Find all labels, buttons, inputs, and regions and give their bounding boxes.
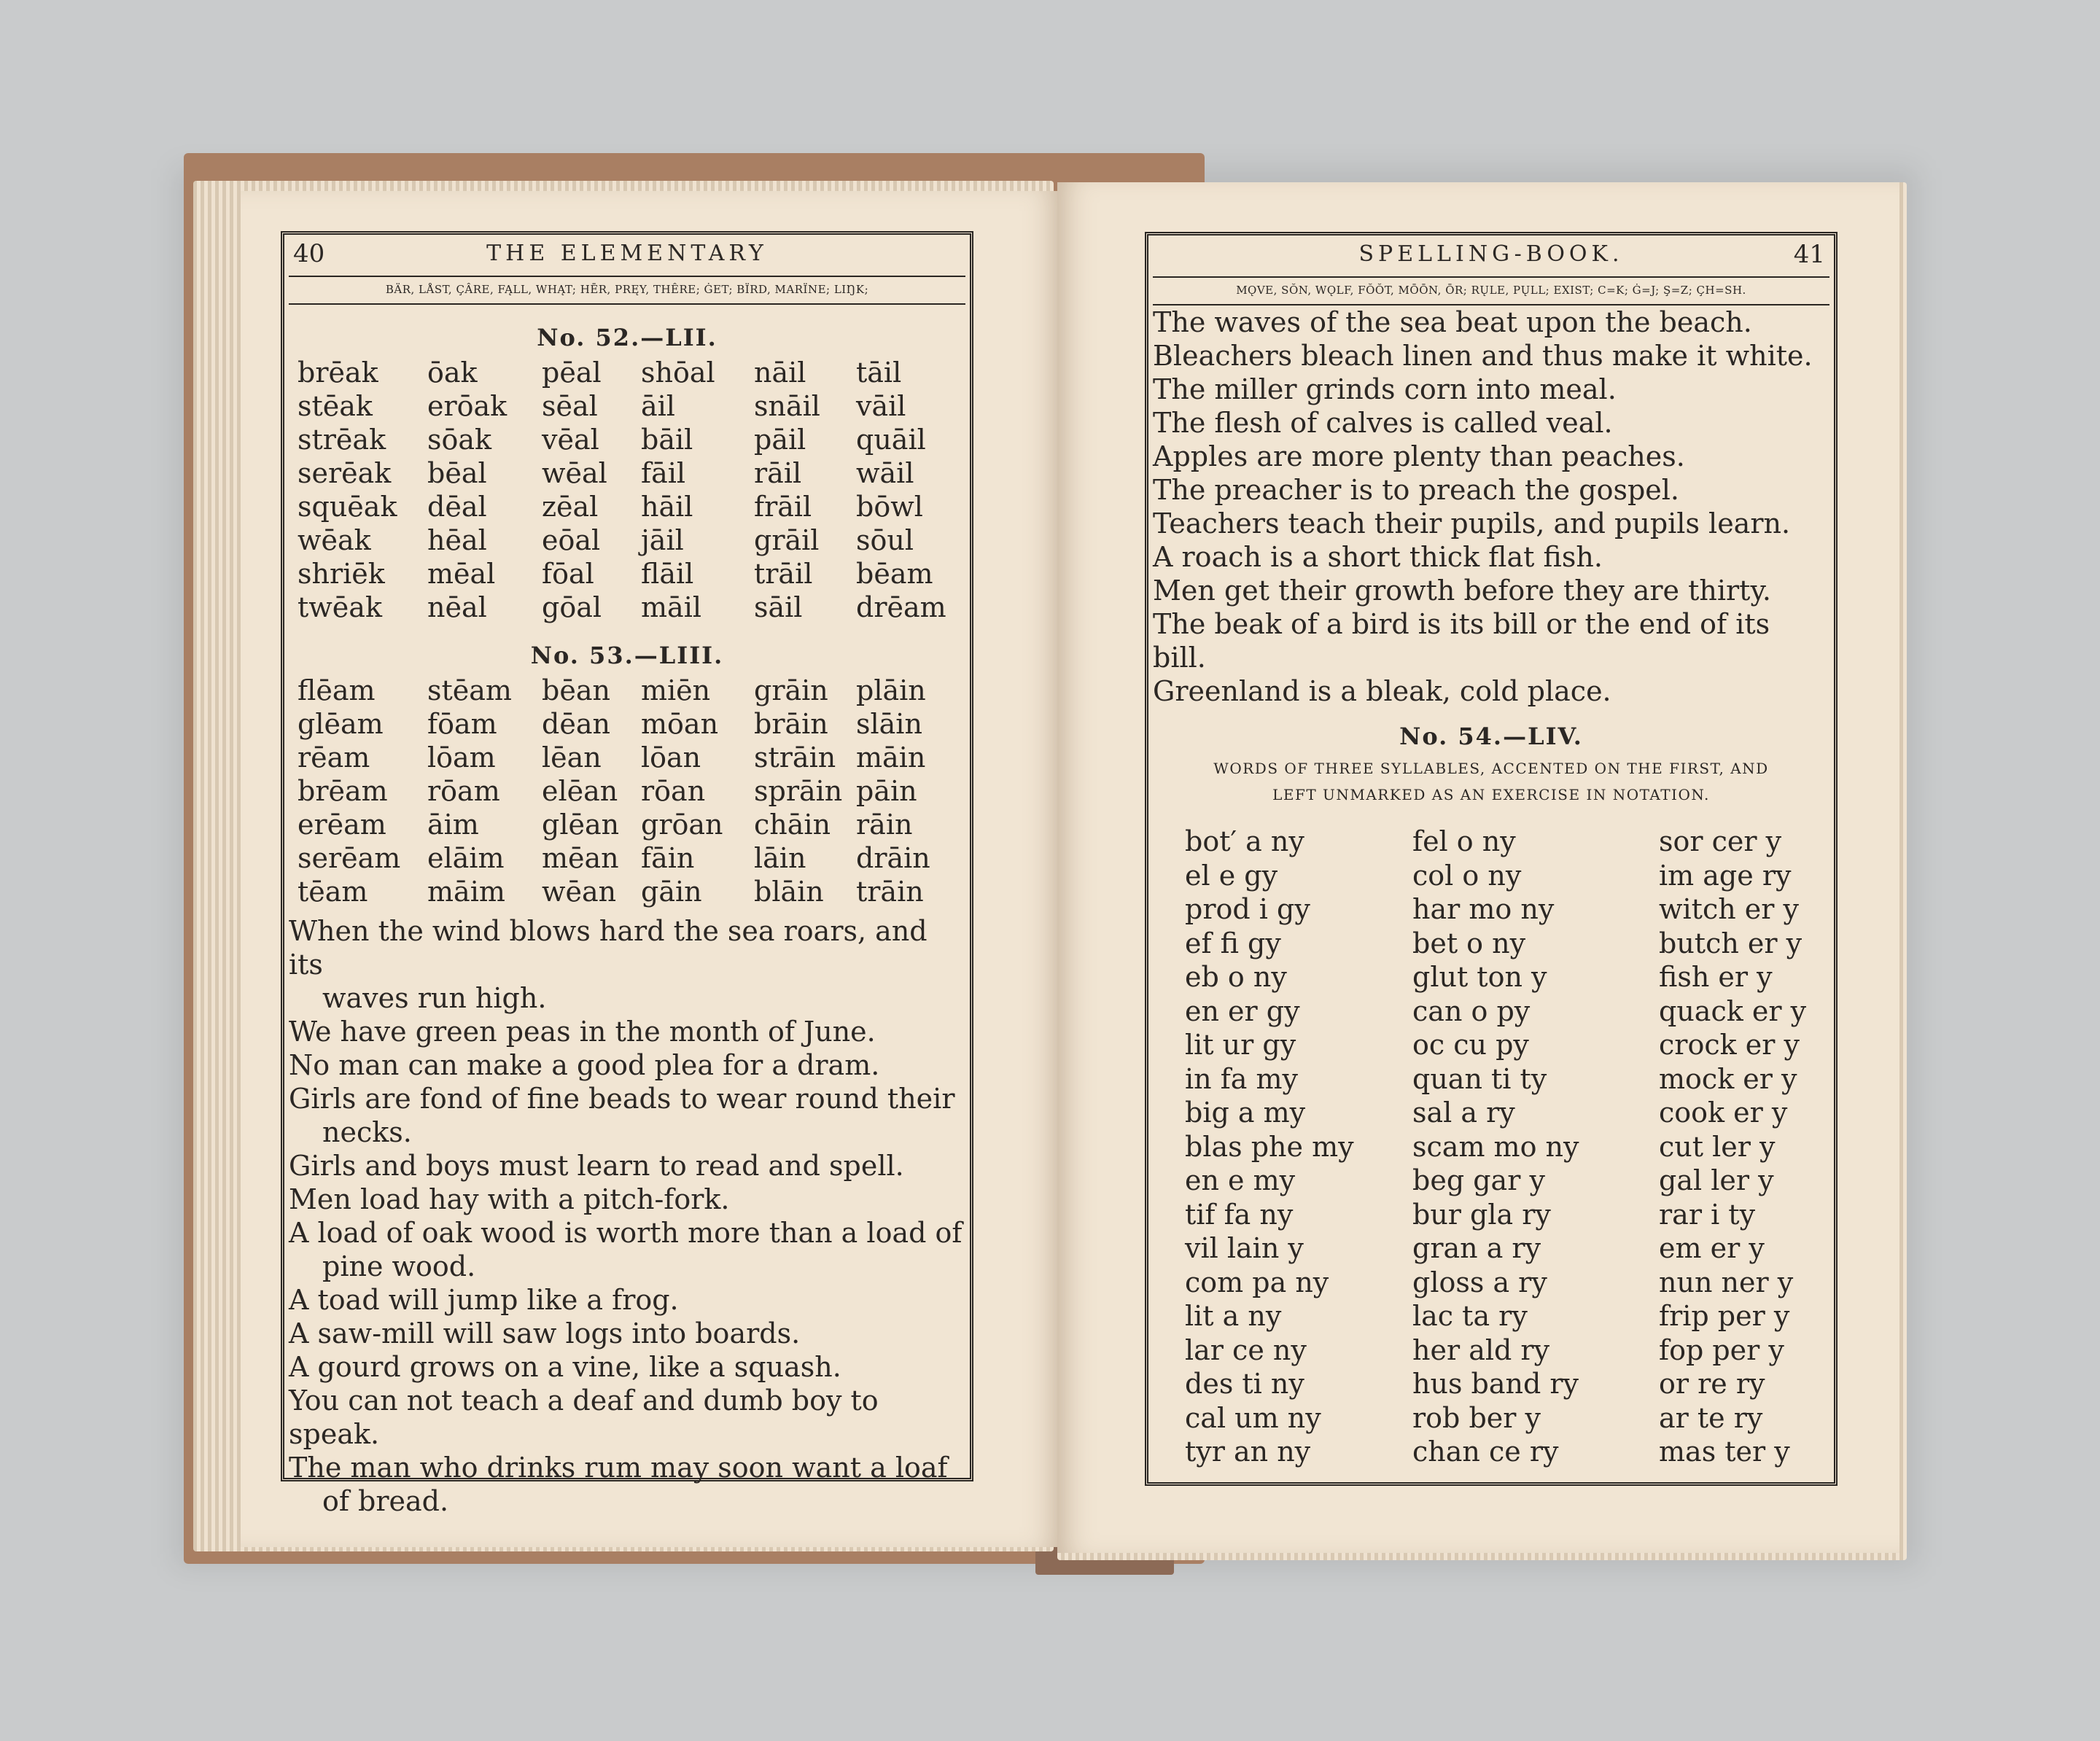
spelling-word: blas phe my — [1185, 1130, 1354, 1163]
lesson-52-word-grid — [298, 356, 962, 624]
right-page — [1057, 182, 1899, 1553]
word-row — [1185, 1266, 1812, 1300]
word-row — [1185, 1198, 1812, 1232]
spelling-word: stēak — [298, 390, 373, 422]
spelling-word: bēan — [542, 674, 610, 706]
spelling-word: butch er y — [1659, 927, 1802, 959]
spelling-word: en er gy — [1185, 994, 1300, 1027]
spelling-word: elēan — [542, 775, 618, 807]
sentence-line: Girls and boys must learn to read and spell. — [289, 1150, 904, 1182]
spelling-word: brēam — [298, 775, 388, 807]
spelling-word: fāin — [641, 842, 695, 874]
spelling-word: squēak — [298, 491, 397, 523]
spelling-word: elāim — [427, 842, 505, 874]
word-row — [1185, 1231, 1812, 1266]
spelling-word: tēam — [298, 876, 368, 908]
spelling-word: wēal — [542, 457, 607, 489]
right-page-frame — [1145, 232, 1838, 1486]
spelling-word: serēam — [298, 842, 401, 874]
sentence-line: When the wind blows hard the sea roars, and its — [289, 915, 928, 981]
spelling-word: chāin — [754, 809, 831, 841]
spelling-word: sēal — [542, 390, 598, 422]
sentence-line: A toad will jump like a frog. — [289, 1284, 679, 1316]
spelling-word: māim — [427, 876, 505, 908]
spelling-word: māil — [641, 591, 701, 623]
left-sentences — [289, 914, 965, 1518]
spelling-word: drāin — [856, 842, 930, 874]
spelling-word: grōan — [641, 809, 723, 841]
spelling-word: gran a ry — [1412, 1232, 1541, 1264]
sentence-line: We have green peas in the month of June. — [289, 1016, 876, 1048]
spelling-word: mēal — [427, 558, 496, 590]
spelling-word: eōal — [542, 524, 601, 556]
spelling-word: bāil — [641, 424, 693, 456]
spelling-word: glēan — [542, 809, 620, 841]
word-row — [298, 674, 962, 707]
spelling-word: zēal — [542, 491, 599, 523]
spelling-word: hus band ry — [1412, 1368, 1579, 1400]
left-running-head — [293, 239, 961, 268]
spelling-word: bot′ a ny — [1185, 825, 1304, 857]
sentence-line: Greenland is a bleak, cold place. — [1153, 675, 1611, 707]
left-running-title: THE ELEMENTARY — [486, 241, 768, 266]
spelling-word: el e gy — [1185, 859, 1278, 892]
sentence-line: Girls are fond of fine beads to wear round their — [289, 1083, 955, 1115]
spelling-word: drēam — [856, 591, 946, 623]
spelling-word: fōal — [542, 558, 594, 590]
spelling-word: har mo ny — [1412, 893, 1555, 925]
word-row — [1185, 859, 1812, 893]
spelling-word: strēak — [298, 424, 386, 456]
left-page — [241, 191, 1061, 1547]
spelling-word: in fa my — [1185, 1062, 1299, 1095]
spelling-word: col o ny — [1412, 859, 1522, 892]
left-page-number: 40 — [293, 239, 325, 268]
spelling-word: vāil — [856, 390, 906, 422]
lesson-54-subtitle-2: LEFT UNMARKED AS AN EXERCISE IN NOTATION. — [1272, 786, 1710, 803]
spelling-word: wēak — [298, 524, 371, 556]
spelling-word: prod i gy — [1185, 893, 1310, 925]
sentence-line: pine wood. — [322, 1250, 476, 1282]
spelling-word: eb o ny — [1185, 961, 1287, 993]
spelling-word: quāil — [856, 424, 926, 456]
sentence-line: A roach is a short thick flat fish. — [1153, 541, 1603, 573]
spelling-word: pāil — [754, 424, 806, 456]
word-row — [1185, 825, 1812, 859]
word-row — [298, 808, 962, 841]
spelling-word: grāin — [754, 674, 828, 706]
spelling-word: pāin — [856, 775, 917, 807]
word-row — [298, 490, 962, 523]
spelling-word: rēam — [298, 741, 370, 774]
word-row — [298, 523, 962, 557]
spelling-word: can o py — [1412, 994, 1531, 1027]
spelling-word: wēan — [542, 876, 617, 908]
spelling-word: tif fa ny — [1185, 1198, 1294, 1231]
spelling-word: her ald ry — [1412, 1333, 1550, 1366]
word-row — [298, 741, 962, 774]
spelling-word: witch er y — [1659, 893, 1799, 925]
word-row — [298, 774, 962, 808]
spelling-word: quack er y — [1659, 994, 1807, 1027]
spelling-word: sal a ry — [1412, 1097, 1515, 1129]
word-row — [298, 591, 962, 624]
spelling-word: frip per y — [1659, 1300, 1790, 1332]
spelling-word: em er y — [1659, 1232, 1765, 1264]
word-row — [1185, 927, 1812, 961]
spelling-word: shōal — [641, 357, 715, 389]
spelling-word: lac ta ry — [1412, 1300, 1528, 1332]
spelling-word: lēan — [542, 741, 602, 774]
sentence-line: A saw-mill will saw logs into boards. — [289, 1317, 801, 1349]
sentence-line: The flesh of calves is called veal. — [1153, 407, 1613, 439]
spelling-word: hāil — [641, 491, 693, 523]
spelling-word: ef fi gy — [1185, 927, 1281, 959]
spelling-word: rāil — [754, 457, 802, 489]
spelling-word: plāin — [856, 674, 926, 706]
spelling-word: chan ce ry — [1412, 1436, 1559, 1468]
spelling-word: flēam — [298, 674, 376, 706]
sentence-line: Men get their growth before they are thirty. — [1153, 575, 1771, 607]
spelling-word: mōan — [641, 708, 719, 740]
spelling-word: mock er y — [1659, 1062, 1797, 1095]
spelling-word: fōam — [427, 708, 497, 740]
spelling-word: big a my — [1185, 1097, 1306, 1129]
right-running-head — [1157, 240, 1825, 269]
spelling-word: lōam — [427, 741, 496, 774]
sentence-line: Apples are more plenty than peaches. — [1153, 440, 1685, 472]
sentence-line: of bread. — [322, 1485, 449, 1517]
spelling-word: sor cer y — [1659, 825, 1782, 857]
spelling-word: dēal — [427, 491, 487, 523]
spelling-word: tyr an ny — [1185, 1436, 1311, 1468]
word-row — [1185, 892, 1812, 927]
spelling-word: oc cu py — [1412, 1029, 1529, 1061]
spelling-word: lit a ny — [1185, 1300, 1282, 1332]
spelling-word: rōam — [427, 775, 500, 807]
spelling-word: rāin — [856, 809, 913, 841]
sentence-line: The miller grinds corn into meal. — [1153, 373, 1617, 405]
word-row — [1185, 1367, 1812, 1401]
spelling-word: crock er y — [1659, 1029, 1800, 1061]
word-row — [1185, 1299, 1812, 1333]
word-row — [1185, 1333, 1812, 1368]
spelling-word: gāin — [641, 876, 702, 908]
spelling-word: blāin — [754, 876, 824, 908]
spelling-word: bēam — [856, 558, 933, 590]
spelling-word: āim — [427, 809, 479, 841]
word-row — [1185, 1062, 1812, 1097]
spelling-word: ōak — [427, 357, 478, 389]
word-row — [1185, 1028, 1812, 1062]
spelling-word: des ti ny — [1185, 1368, 1304, 1400]
spelling-word: fel o ny — [1412, 825, 1516, 857]
sentence-line: The beak of a bird is its bill or the end of its bill. — [1153, 608, 1770, 674]
lesson-54-subtitle-1: WORDS OF THREE SYLLABLES, ACCENTED ON THE FIRST, AND — [1213, 760, 1769, 777]
spelling-word: lāin — [754, 842, 806, 874]
spelling-word: nāil — [754, 357, 806, 389]
spelling-word: glēam — [298, 708, 384, 740]
spelling-word: strāin — [754, 741, 836, 774]
sentence-line: Teachers teach their pupils, and pupils learn. — [1153, 507, 1791, 540]
word-row — [298, 356, 962, 389]
spelling-word: wāil — [856, 457, 914, 489]
word-row — [298, 389, 962, 423]
spelling-word: bōwl — [856, 491, 923, 523]
sentence-line: Men load hay with a pitch-fork. — [289, 1183, 730, 1215]
sentence-line: The waves of the sea beat upon the beach. — [1153, 306, 1752, 338]
word-row — [1185, 1096, 1812, 1130]
spelling-word: glut ton y — [1412, 961, 1547, 993]
spelling-word: ar te ry — [1659, 1401, 1763, 1434]
spelling-word: āil — [641, 390, 675, 422]
spelling-word: rar i ty — [1659, 1198, 1756, 1231]
spelling-word: māin — [856, 741, 926, 774]
spelling-word: stēam — [427, 674, 512, 706]
spelling-word: gōal — [542, 591, 602, 623]
sentence-line: No man can make a good plea for a dram. — [289, 1049, 880, 1081]
spelling-word: shriēk — [298, 558, 385, 590]
spelling-word: pēal — [542, 357, 602, 389]
right-pronunciation-key: MǪVE, SŎN, WǪLF, FŎŎT, MŌŌN, ŌR; RŲLE, PŲLL; EXIST; C=K; Ġ=J; Ş=Z; ÇH=SH. — [1153, 276, 1829, 305]
spelling-word: mēan — [542, 842, 619, 874]
spelling-word: miēn — [641, 674, 711, 706]
sentence-line: A gourd grows on a vine, like a squash. — [289, 1351, 841, 1383]
right-running-title: SPELLING-BOOK. — [1358, 241, 1624, 267]
word-row — [298, 875, 962, 908]
word-row — [298, 841, 962, 875]
spelling-word: im age ry — [1659, 859, 1792, 892]
spelling-word: fish er y — [1659, 961, 1773, 993]
spelling-word: quan ti ty — [1412, 1062, 1547, 1095]
left-page-frame — [281, 231, 973, 1517]
spelling-word: gloss a ry — [1412, 1266, 1547, 1298]
spelling-word: erōak — [427, 390, 508, 422]
lesson-52-heading: No. 52.—LII. — [537, 324, 718, 351]
spelling-word: tāil — [856, 357, 902, 389]
sentence-line: You can not teach a deaf and dumb boy to speak. — [289, 1384, 879, 1450]
lesson-53-heading: No. 53.—LIII. — [530, 642, 724, 669]
spelling-word: cut ler y — [1659, 1130, 1776, 1163]
lesson-54-word-grid — [1185, 825, 1812, 1469]
spelling-word: trāin — [856, 876, 924, 908]
spelling-word: hēal — [427, 524, 487, 556]
spelling-word: snāil — [754, 390, 820, 422]
spelling-word: lar ce ny — [1185, 1333, 1307, 1366]
spelling-word: or re ry — [1659, 1368, 1765, 1400]
spelling-word: scam mo ny — [1412, 1130, 1579, 1163]
right-page-number: 41 — [1793, 240, 1825, 269]
spelling-word: dēan — [542, 708, 610, 740]
spelling-word: com pa ny — [1185, 1266, 1329, 1298]
word-row — [1185, 994, 1812, 1029]
spelling-word: cal um ny — [1185, 1401, 1321, 1434]
word-row — [298, 707, 962, 741]
sentence-line: The man who drinks rum may soon want a loaf — [289, 1452, 948, 1484]
spelling-word: lōan — [641, 741, 701, 774]
sentence-line: waves run high. — [322, 982, 547, 1014]
right-sentences — [1153, 305, 1829, 708]
word-row — [1185, 1435, 1812, 1469]
spelling-word: vēal — [542, 424, 599, 456]
spelling-word: flāil — [641, 558, 694, 590]
spelling-word: frāil — [754, 491, 812, 523]
sentence-line: Bleachers bleach linen and thus make it white. — [1153, 340, 1813, 372]
spelling-word: nēal — [427, 591, 487, 623]
spelling-word: mas ter y — [1659, 1436, 1790, 1468]
spelling-word: grāil — [754, 524, 820, 556]
spelling-word: slāin — [856, 708, 922, 740]
word-row — [298, 456, 962, 490]
spelling-word: trāil — [754, 558, 813, 590]
spelling-word: cook er y — [1659, 1097, 1788, 1129]
spelling-word: lit ur gy — [1185, 1029, 1296, 1061]
word-row — [1185, 960, 1812, 994]
spelling-word: sōak — [427, 424, 492, 456]
spelling-word: sāil — [754, 591, 803, 623]
spelling-word: bēal — [427, 457, 487, 489]
spelling-word: rob ber y — [1412, 1401, 1541, 1434]
spelling-word: brāin — [754, 708, 828, 740]
spelling-word: brēak — [298, 357, 378, 389]
spelling-word: fop per y — [1659, 1333, 1784, 1366]
spelling-word: fāil — [641, 457, 686, 489]
spelling-word: nun ner y — [1659, 1266, 1794, 1298]
spelling-word: beg gar y — [1412, 1164, 1545, 1196]
spelling-word: sprāin — [754, 775, 843, 807]
lesson-54-heading: No. 54.—LIV. — [1399, 723, 1583, 750]
left-pronunciation-key: BÄR, LÅST, ÇÂRE, FĄLL, WHĄT; HĒR, PRĘY, THÊRE; ĠET; BÏRD, MARÏNE; LIŊK; — [289, 276, 965, 305]
word-row — [1185, 1401, 1812, 1436]
lesson-53-word-grid — [298, 674, 962, 908]
spelling-word: rōan — [641, 775, 706, 807]
spelling-word: bur gla ry — [1412, 1198, 1551, 1231]
sentence-line: A load of oak wood is worth more than a load of — [289, 1217, 962, 1249]
spelling-word: serēak — [298, 457, 392, 489]
spelling-word: erēam — [298, 809, 386, 841]
word-row — [1185, 1130, 1812, 1164]
word-row — [1185, 1164, 1812, 1198]
spelling-word: twēak — [298, 591, 382, 623]
spelling-word: gal ler y — [1659, 1164, 1774, 1196]
word-row — [298, 557, 962, 591]
spelling-word: jāil — [641, 524, 684, 556]
spelling-word: vil lain y — [1185, 1232, 1304, 1264]
spelling-word: sōul — [856, 524, 914, 556]
spelling-word: bet o ny — [1412, 927, 1526, 959]
sentence-line: The preacher is to preach the gospel. — [1153, 474, 1679, 506]
word-row — [298, 423, 962, 456]
sentence-line: necks. — [322, 1116, 412, 1148]
spelling-word: en e my — [1185, 1164, 1296, 1196]
